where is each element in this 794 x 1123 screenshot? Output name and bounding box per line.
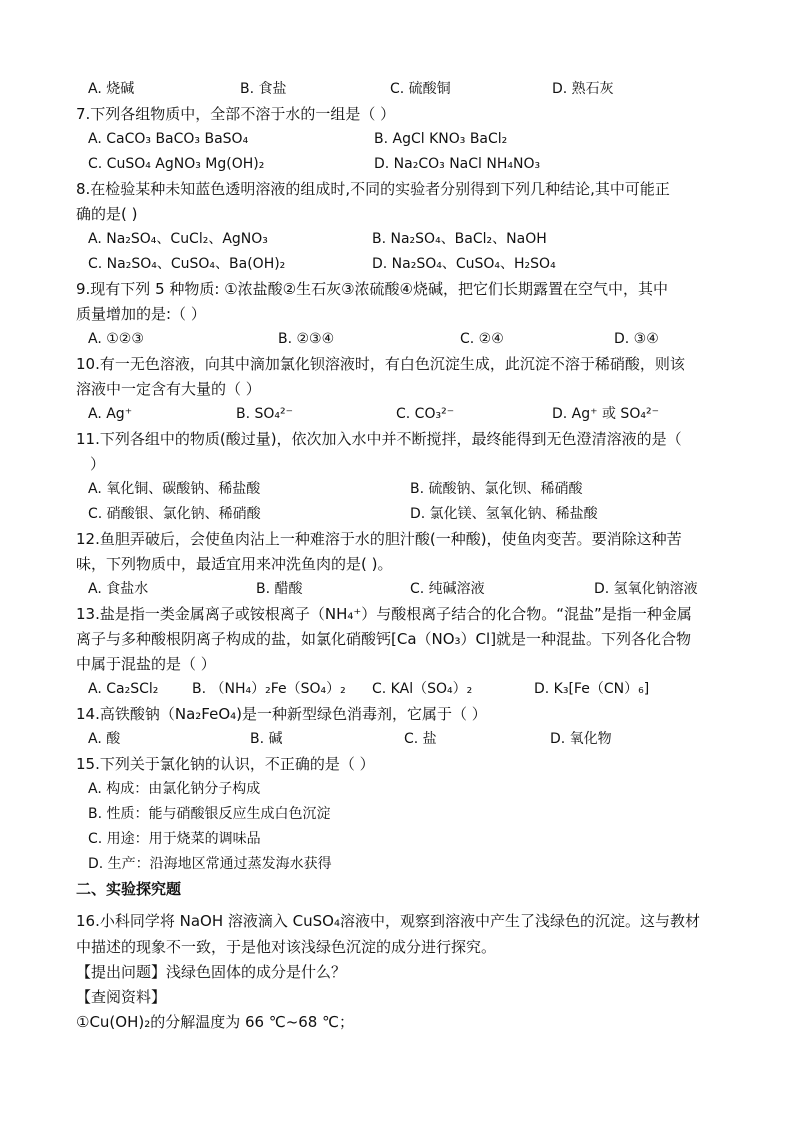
q8-stem-line2: 确的是( ) [76, 205, 138, 223]
q15-option-c: C. 用途：用于烧菜的调味品 [88, 831, 261, 847]
q10-option-a: A. Ag⁺ [88, 406, 133, 422]
q8-option-d: D. Na₂SO₄、CuSO₄、H₂SO₄ [372, 256, 556, 272]
q13-stem-line1: 13.盐是指一类金属离子或铵根离子（NH₄⁺）与酸根离子结合的化合物。“混盐”是指一种金属 [76, 605, 692, 623]
q13-option-b: B. （NH₄）₂Fe（SO₄）₂ [192, 681, 346, 697]
q9-option-c: C. ②④ [460, 331, 504, 347]
q12-option-d: D. 氢氧化钠溶液 [594, 581, 698, 597]
q6-option-a: A. 烧碱 [88, 81, 135, 97]
q8-option-c: C. Na₂SO₄、CuSO₄、Ba(OH)₂ [88, 256, 286, 272]
q12-stem-line1: 12.鱼胆弄破后，会使鱼肉沾上一种难溶于水的胆汁酸(一种酸)，使鱼肉变苦。要消除这种苦 [76, 530, 682, 548]
q12-option-a: A. 食盐水 [88, 581, 149, 597]
q8-stem-line1: 8.在检验某种未知蓝色透明溶液的组成时,不同的实验者分别得到下列几种结论,其中可能正 [76, 180, 670, 198]
q11-option-d: D. 氯化镁、氢氧化钠、稀盐酸 [410, 506, 598, 522]
q14-option-a: A. 酸 [88, 731, 121, 747]
q13-option-d: D. K₃[Fe（CN）₆] [534, 681, 650, 697]
q11-stem-line1: 11.下列各组中的物质(酸过量)，依次加入水中并不断搅拌，最终能得到无色澄清溶液的是（ [76, 430, 682, 448]
q16-fact-1: ①Cu(OH)₂的分解温度为 66 ℃~68 ℃； [76, 1013, 354, 1031]
q6-option-d: D. 熟石灰 [552, 81, 614, 97]
q7-option-d: D. Na₂CO₃ NaCl NH₄NO₃ [374, 156, 541, 172]
q14-stem: 14.高铁酸钠（Na₂FeO₄)是一种新型绿色消毒剂，它属于（ ） [76, 705, 487, 723]
q10-stem-line2: 溶液中一定含有大量的（ ） [76, 380, 261, 398]
q14-option-b: B. 碱 [250, 731, 283, 747]
q16-materials-heading: 【查阅资料】 [76, 988, 167, 1006]
q10-option-b: B. SO₄²⁻ [236, 406, 294, 422]
q12-stem-line2: 味，下列物质中，最适宜用来冲洗鱼肉的是( )。 [76, 555, 393, 573]
q8-option-b: B. Na₂SO₄、BaCl₂、NaOH [372, 231, 547, 247]
q9-option-a: A. ①②③ [88, 331, 144, 347]
q11-option-a: A. 氧化铜、碳酸钠、稀盐酸 [88, 481, 261, 497]
q9-option-d: D. ③④ [614, 331, 659, 347]
q11-option-c: C. 硝酸银、氯化钠、稀硝酸 [88, 506, 261, 522]
q8-option-a: A. Na₂SO₄、CuCl₂、AgNO₃ [88, 231, 268, 247]
q7-option-b: B. AgCl KNO₃ BaCl₂ [374, 131, 508, 147]
q14-option-d: D. 氧化物 [550, 731, 612, 747]
q12-option-b: B. 醋酸 [256, 581, 303, 597]
q7-option-a: A. CaCO₃ BaCO₃ BaSO₄ [88, 131, 249, 147]
q9-stem-line2: 质量增加的是:（ ） [76, 305, 206, 323]
q13-stem-line3: 中属于混盐的是（ ） [76, 655, 216, 673]
q10-option-d: D. Ag⁺ 或 SO₄²⁻ [552, 406, 659, 422]
q15-option-a: A. 构成：由氯化钠分子构成 [88, 781, 261, 797]
q6-option-c: C. 硫酸铜 [390, 81, 451, 97]
section-heading: 二、实验探究题 [76, 880, 182, 898]
q7-stem: 7.下列各组物质中，全部不溶于水的一组是（ ） [76, 105, 396, 123]
q10-option-c: C. CO₃²⁻ [396, 406, 455, 422]
q15-option-d: D. 生产：沿海地区常通过蒸发海水获得 [88, 856, 332, 872]
q11-option-b: B. 硫酸钠、氯化钡、稀硝酸 [410, 481, 583, 497]
q6-option-b: B. 食盐 [240, 81, 287, 97]
q9-option-b: B. ②③④ [278, 331, 335, 347]
q14-option-c: C. 盐 [404, 731, 437, 747]
q13-option-a: A. Ca₂SCl₂ [88, 681, 159, 697]
q16-stem-line2: 中描述的现象不一致，于是他对该浅绿色沉淀的成分进行探究。 [76, 938, 497, 956]
q13-option-c: C. KAl（SO₄）₂ [372, 681, 473, 697]
q16-problem: 【提出问题】浅绿色固体的成分是什么？ [76, 963, 347, 981]
q13-stem-line2: 离子与多种酸根阴离子构成的盐，如氯化硝酸钙[Ca（NO₃）Cl]就是一种混盐。下列各化合物 [76, 630, 692, 648]
q9-stem-line1: 9.现有下列 5 种物质: ①浓盐酸②生石灰③浓硫酸④烧碱，把它们长期露置在空气中，其中 [76, 280, 669, 298]
q15-stem: 15.下列关于氯化钠的认识，不正确的是（ ） [76, 755, 375, 773]
q7-option-c: C. CuSO₄ AgNO₃ Mg(OH)₂ [88, 156, 265, 172]
q10-stem-line1: 10.有一无色溶液，向其中滴加氯化钡溶液时，有白色沉淀生成，此沉淀不溶于稀硝酸，则该 [76, 355, 685, 373]
q15-option-b: B. 性质：能与硝酸银反应生成白色沉淀 [88, 806, 331, 822]
q16-stem-line1: 16.小科同学将 NaOH 溶液滴入 CuSO₄溶液中，观察到溶液中产生了浅绿色的沉淀。这与教材 [76, 912, 700, 930]
q11-stem-line2: ） [90, 455, 106, 473]
q12-option-c: C. 纯碱溶液 [410, 581, 485, 597]
